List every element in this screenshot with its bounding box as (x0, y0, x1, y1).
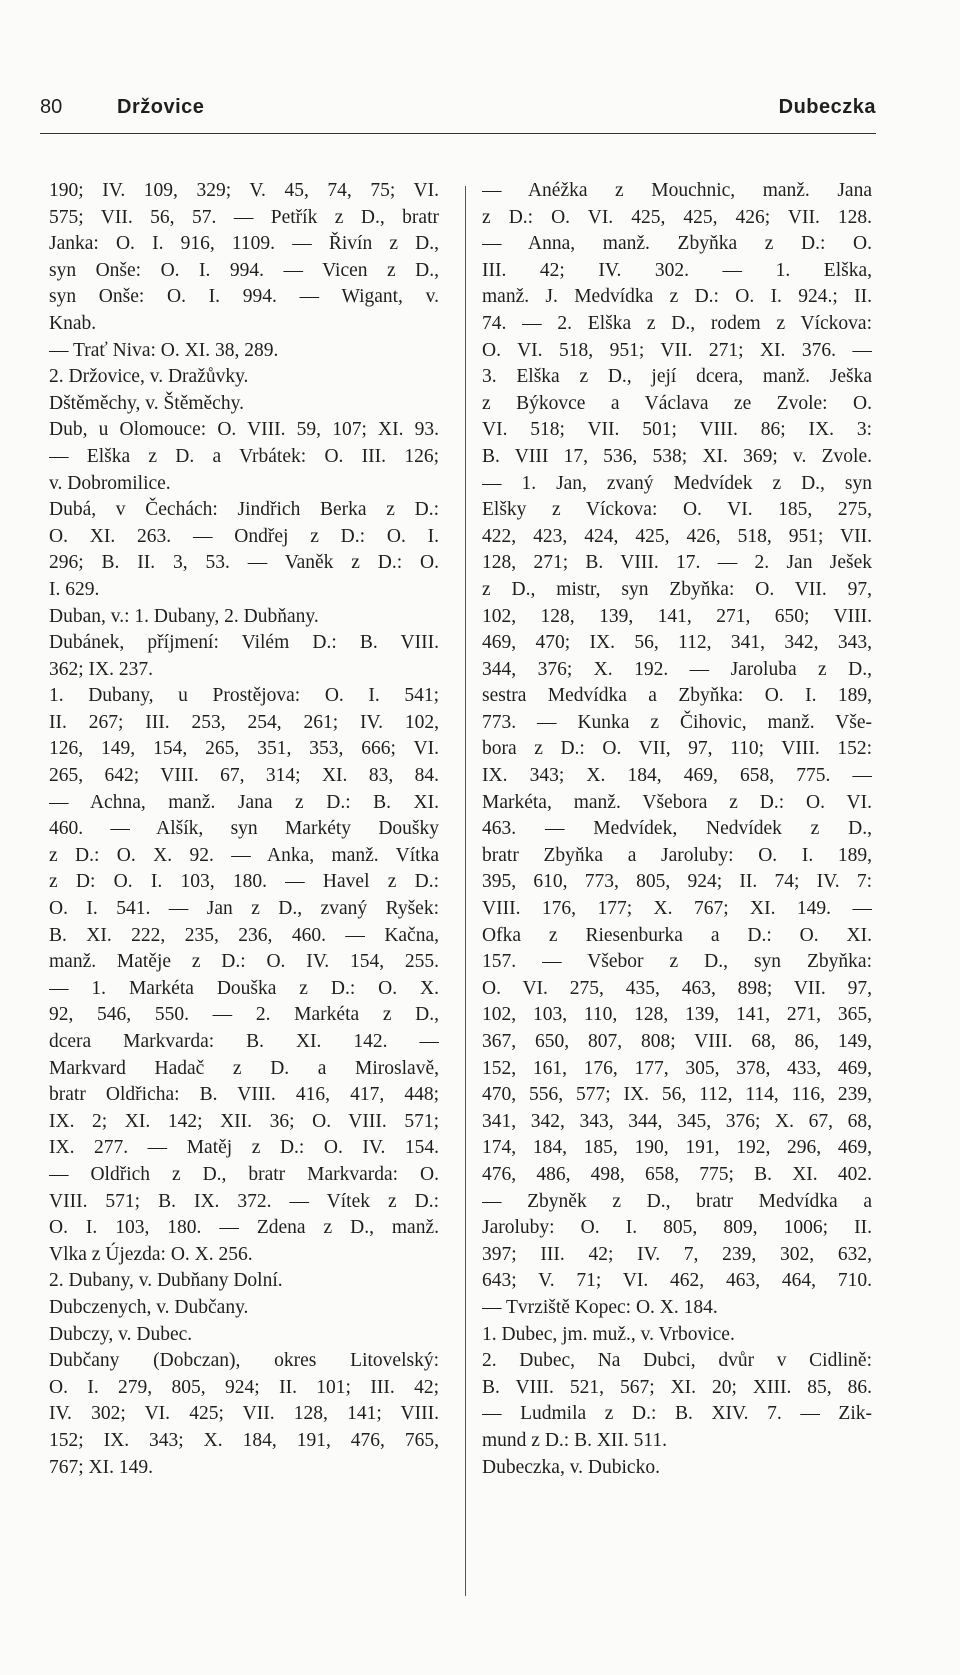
text-line: O. I. 541. — Jan z D., zvaný Ryšek: (49, 898, 439, 920)
text-line: Dštěměchy, v. Štěměchy. (49, 392, 244, 414)
text-line: Elšky z Víckova: O. VI. 185, 275, (482, 499, 872, 521)
text-line: — 1. Jan, zvaný Medvídek z D., syn (482, 472, 872, 494)
text-line: z D.: O. VI. 425, 425, 426; VII. 128. (482, 206, 872, 228)
text-line: sestra Medvídka a Zbyňka: O. I. 189, (482, 685, 872, 707)
text-line: 102, 103, 110, 128, 139, 141, 271, 365, (482, 1004, 872, 1026)
text-line: Janka: O. I. 916, 1109. — Řivín z D., (49, 233, 439, 255)
text-line: 767; XI. 149. (49, 1456, 153, 1478)
text-line: — Oldřich z D., bratr Markvarda: O. (49, 1163, 439, 1185)
text-line: z D.: O. X. 92. — Anka, manž. Vítka (49, 844, 439, 866)
text-line: 341, 342, 343, 344, 345, 376; X. 67, 68, (482, 1110, 872, 1132)
text-line: 773. — Kunka z Čihovic, manž. Vše- (482, 711, 872, 733)
right-column (482, 178, 872, 1481)
text-line: 157. — Všebor z D., syn Zbyňka: (482, 951, 872, 973)
text-line: 422, 423, 424, 425, 426, 518, 951; VII. (482, 525, 872, 547)
text-line: — 1. Markéta Douška z D.: O. X. (49, 977, 439, 999)
text-line: III. 42; IV. 302. — 1. Elška, (482, 259, 872, 281)
text-line: z Býkovce a Václava ze Zvole: O. (482, 392, 872, 414)
text-line: manž. Matěje z D.: O. IV. 154, 255. (49, 951, 439, 973)
text-line: IV. 302; VI. 425; VII. 128, 141; VIII. (49, 1403, 439, 1425)
text-line: 397; III. 42; IV. 7, 239, 302, 632, (482, 1243, 872, 1265)
text-line: 296; B. II. 3, 53. — Vaněk z D.: O. (49, 552, 439, 574)
text-line: — Anna, manž. Zbyňka z D.: O. (482, 233, 872, 255)
text-line: O. VI. 275, 435, 463, 898; VII. 97, (482, 977, 872, 999)
page-number: 80 (40, 96, 63, 118)
text-line: 265, 642; VIII. 67, 314; XI. 83, 84. (49, 765, 439, 787)
text-line: 128, 271; B. VIII. 17. — 2. Jan Ješek (482, 552, 872, 574)
text-line: 92, 546, 550. — 2. Markéta z D., (49, 1004, 439, 1026)
text-line: O. I. 279, 805, 924; II. 101; III. 42; (49, 1376, 439, 1398)
text-line: 74. — 2. Elška z D., rodem z Víckova: (482, 312, 872, 334)
text-line: VI. 518; VII. 501; VIII. 86; IX. 3: (482, 419, 872, 441)
text-line: 102, 128, 139, 141, 271, 650; VIII. (482, 605, 872, 627)
text-line: 470, 556, 577; IX. 56, 112, 114, 116, 239, (482, 1084, 872, 1106)
text-line: Jaroluby: O. I. 805, 809, 1006; II. (482, 1217, 872, 1239)
text-line: II. 267; III. 253, 254, 261; IV. 102, (49, 711, 439, 733)
text-line: Dubčany (Dobczan), okres Litovelský: (49, 1350, 439, 1372)
text-line: 643; V. 71; VI. 462, 463, 464, 710. (482, 1270, 872, 1292)
text-line: 476, 486, 498, 658, 775; B. XI. 402. (482, 1163, 872, 1185)
text-line: 1. Dubany, u Prostějova: O. I. 541; (49, 685, 439, 707)
text-line: 2. Dubany, v. Dubňany Dolní. (49, 1270, 283, 1292)
text-line: O. VI. 518, 951; VII. 271; XI. 376. — (482, 339, 872, 361)
text-line: Knab. (49, 312, 97, 334)
text-line: 174, 184, 185, 190, 191, 192, 296, 469, (482, 1137, 872, 1159)
text-line: 190; IV. 109, 329; V. 45, 74, 75; VI. (49, 180, 439, 201)
text-line: B. VIII 17, 536, 538; XI. 369; v. Zvole. (482, 445, 872, 467)
text-line: Dubánek, příjmení: Vilém D.: B. VIII. (49, 632, 439, 654)
text-line: IX. 277. — Matěj z D.: O. IV. 154. (49, 1137, 439, 1159)
text-line: bora z D.: O. VII, 97, 110; VIII. 152: (482, 738, 872, 760)
text-line: Duban, v.: 1. Dubany, 2. Dubňany. (49, 605, 319, 627)
text-line: B. VIII. 521, 567; XI. 20; XIII. 85, 86. (482, 1376, 872, 1398)
text-line: Ofka z Riesenburka a D.: O. XI. (482, 924, 872, 946)
page-title: Držovice (117, 96, 205, 118)
left-column (49, 178, 439, 1481)
text-line: Markéta, manž. Všebora z D.: O. VI. (482, 791, 872, 813)
text-line: z D: O. I. 103, 180. — Havel z D.: (49, 871, 439, 893)
text-line: — Trať Niva: O. XI. 38, 289. (49, 339, 279, 361)
text-line: 367, 650, 807, 808; VIII. 68, 86, 149, (482, 1031, 872, 1052)
page-header (40, 96, 876, 126)
text-line: — Anéžka z Mouchnic, manž. Jana (482, 180, 872, 201)
text-line: v. Dobromilice. (49, 472, 171, 494)
text-line: Vlka z Újezda: O. X. 256. (49, 1243, 253, 1265)
text-line: syn Onše: O. I. 994. — Wigant, v. (49, 286, 439, 308)
text-line: Dub, u Olomouce: O. VIII. 59, 107; XI. 93. (49, 419, 439, 441)
running-head: Dubeczka (778, 96, 876, 118)
text-line: Dubczenych, v. Dubčany. (49, 1296, 249, 1318)
text-line: mund z D.: B. XII. 511. (482, 1429, 668, 1451)
text-line: 2. Dubec, Na Dubci, dvůr v Cidlině: (482, 1350, 872, 1372)
text-line: 362; IX. 237. (49, 658, 153, 680)
text-line: 1. Dubec, jm. muž., v. Vrbovice. (482, 1323, 735, 1345)
text-line: IX. 2; XI. 142; XII. 36; O. VIII. 571; (49, 1110, 439, 1132)
text-line: 463. — Medvídek, Nedvídek z D., (482, 818, 872, 840)
text-line: Dubczy, v. Dubec. (49, 1323, 193, 1345)
text-line: 152, 161, 176, 177, 305, 378, 433, 469, (482, 1057, 872, 1079)
text-line: z D., mistr, syn Zbyňka: O. VII. 97, (482, 578, 872, 600)
text-line: dcera Markvarda: B. XI. 142. — (49, 1031, 439, 1052)
text-line: 2. Držovice, v. Dražůvky. (49, 366, 249, 388)
text-line: VIII. 176, 177; X. 767; XI. 149. — (482, 898, 872, 920)
text-line: 575; VII. 56, 57. — Petřík z D., bratr (49, 206, 439, 228)
text-line: VIII. 571; B. IX. 372. — Vítek z D.: (49, 1190, 439, 1212)
text-line: B. XI. 222, 235, 236, 460. — Kačna, (49, 924, 439, 946)
text-line: — Achna, manž. Jana z D.: B. XI. (49, 791, 439, 813)
text-line: IX. 343; X. 184, 469, 658, 775. — (482, 765, 872, 787)
text-line: manž. J. Medvídka z D.: O. I. 924.; II. (482, 286, 872, 308)
text-line: — Tvrziště Kopec: O. X. 184. (482, 1296, 718, 1318)
text-line: Dubá, v Čechách: Jindřich Berka z D.: (49, 499, 439, 521)
text-line: 152; IX. 343; X. 184, 191, 476, 765, (49, 1429, 439, 1451)
text-line: Markvard Hadač z D. a Miroslavě, (49, 1057, 439, 1079)
column-divider (465, 186, 466, 1596)
text-line: O. XI. 263. — Ondřej z D.: O. I. (49, 525, 439, 547)
text-line: 469, 470; IX. 56, 112, 341, 342, 343, (482, 632, 872, 654)
text-line: bratr Oldřicha: B. VIII. 416, 417, 448; (49, 1084, 439, 1106)
text-line: 126, 149, 154, 265, 351, 353, 666; VI. (49, 738, 439, 760)
text-line: 344, 376; X. 192. — Jaroluba z D., (482, 658, 872, 680)
text-line: O. I. 103, 180. — Zdena z D., manž. (49, 1217, 439, 1239)
text-line: Dubeczka, v. Dubicko. (482, 1456, 660, 1478)
header-rule (40, 133, 876, 134)
text-line: — Ludmila z D.: B. XIV. 7. — Zik- (482, 1403, 872, 1425)
text-line: syn Onše: O. I. 994. — Vicen z D., (49, 259, 439, 281)
text-line: — Zbyněk z D., bratr Medvídka a (482, 1190, 872, 1212)
text-line: 395, 610, 773, 805, 924; II. 74; IV. 7: (482, 871, 872, 893)
text-line: I. 629. (49, 578, 100, 600)
text-line: 3. Elška z D., její dcera, manž. Ješka (482, 366, 872, 388)
text-line: bratr Zbyňka a Jaroluby: O. I. 189, (482, 844, 872, 866)
text-line: — Elška z D. a Vrbátek: O. III. 126; (49, 445, 439, 467)
text-line: 460. — Alšík, syn Markéty Doušky (49, 818, 439, 840)
